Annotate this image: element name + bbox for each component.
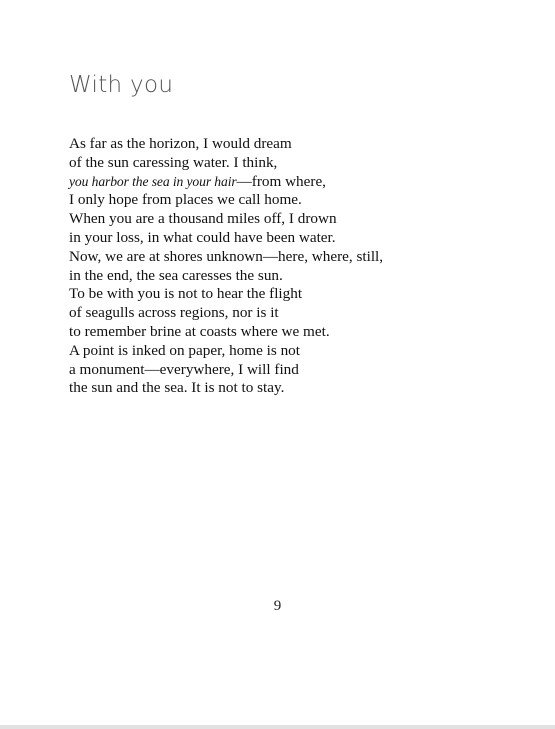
poem-line-3 [69,173,383,192]
poem-line-5: When you are a thousand miles off, I drown [69,210,337,228]
poem-line-3-rest: —from where, [236,172,326,190]
poem-line-11: to remember brine at coasts where we met. [69,322,330,340]
poem-body [69,135,383,398]
poem-line-6: in your loss, in what could have been water. [69,228,336,246]
page-number: 9 [273,598,282,614]
poem-line-4: I only hope from places we call home. [69,191,302,209]
poem-line-3-italic: you harbor the sea in your hair [69,173,237,189]
poem-line-2: of the sun caressing water. I think, [69,153,278,171]
poem-line-1: As far as the horizon, I would dream [69,135,292,152]
poem-line-13: a monument—everywhere, I will find [69,360,299,378]
poem-line-9: To be with you is not to hear the flight [69,285,303,303]
poem-line-14: the sun and the sea. It is not to stay. [69,379,285,397]
poem-line-8: in the end, the sea caresses the sun. [69,266,283,284]
poem-line-7: Now, we are at shores unknown—here, where, still, [69,247,384,265]
poem-line-10: of seagulls across regions, nor is it [69,304,279,322]
poem-line-12: A point is inked on paper, home is not [69,341,300,359]
page-bottom-edge [0,725,555,729]
poem-title: With you [69,72,174,98]
